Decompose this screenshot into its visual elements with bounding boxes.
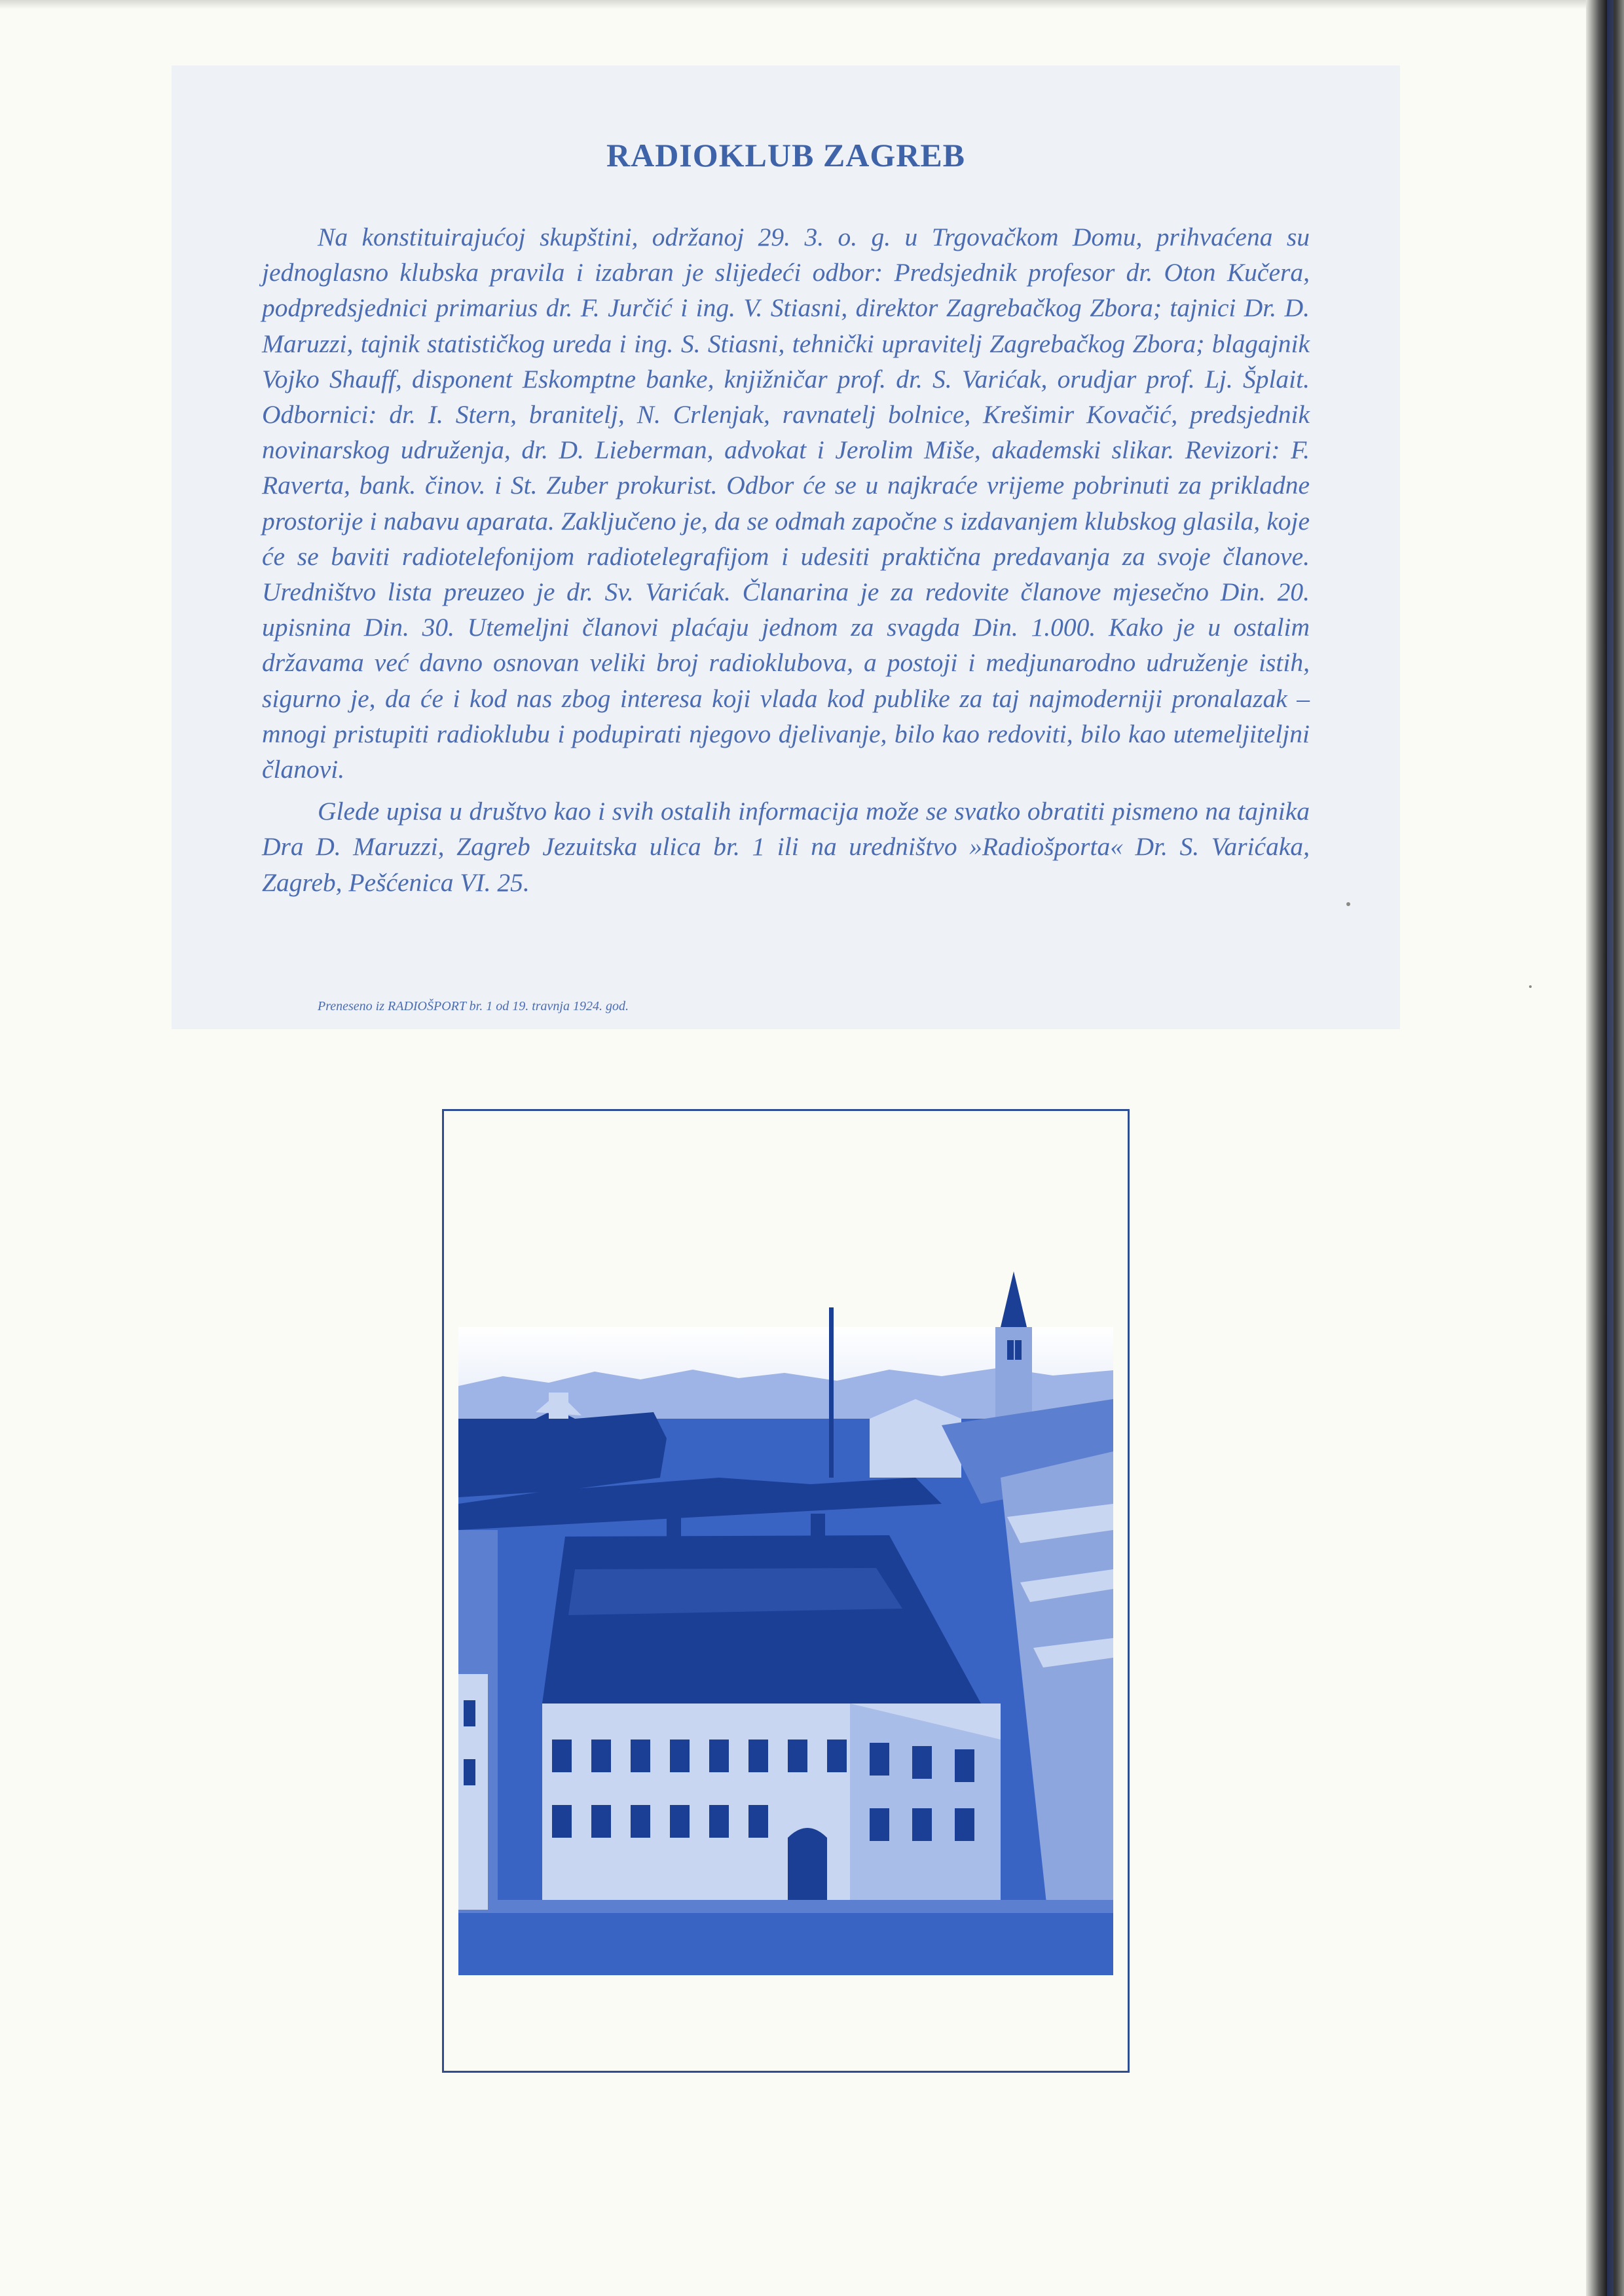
- article-paragraph: Na konstituirajućoj skupštini, održanoj 29. 3. o. g. u Trgovačkom Domu, prihvaćena su jednoglasno klubska pravila i izabran je slijedeći odbor: Predsjednik profesor dr. Oton Kučera, podpredsjednici primarius dr. F. Jurčić i ing. V. Stiasni, direktor Zagrebačkog Zbora; tajnici Dr. D. Maruzzi, tajnik statističkog ureda i ing. S. Stiasni, tehnički upravitelj Zagrebačkog Zbora; blagajnik Vojko Shauff, disponent Eskomptne banke, knjižničar prof. dr. S. Varićak, orudjar prof. Lj. Šplait. Odbornici: dr. I. Stern, branitelj, N. Crlenjak, ravnatelj bolnice, Krešimir Kovačić, predsjednik novinarskog udruženja, dr. D. Lieberman, advokat i Jerolim Miše, akademski slikar. Revizori: F. Raverta, bank. činov. i St. Zuber prokurist. Odbor će se u najkraće vrijeme pobrinuti za prikladne prostorije i nabavu aparata. Zaključeno je, da se odmah započne s izdavanjem klubskog glasila, koje će se baviti radiotelefonijom radiotelegrafijom i udesiti praktična predavanja za svoje članove. Uredništvo lista preuzeo je dr. Sv. Varićak. Članarina je za redovite članove mjesečno Din. 20. upisnina Din. 30. Utemeljni članovi plaćaju jednom za svagda Din. 1.000. Kako je u ostalim državama već davno osnovan veliki broj radioklubova, a postoji i medjunarodno udruženje istih, sigurno je, da će i kod nas zbog interesa koji vlada kod publike za taj najmoderniji pronalazak – mnogi pristupiti radioklubu i podupirati njegovo djelivanje, bilo kao redoviti, bilo kao utemeljiteljni članovi.: [262, 223, 1310, 784]
- article-paragraph: Glede upisa u društvo kao i svih ostalih informacija može se svatko obratiti pismeno na tajnika Dra D. Maruzzi, Zagreb Jezuitska ulica br. 1 ili na uredništvo »Radiošporta« Dr. S. Varićaka, Zagreb, Pešćenica VI. 25.: [262, 797, 1310, 897]
- paper-speck: [1346, 902, 1350, 906]
- page-top-edge: [0, 0, 1624, 9]
- source-note: Preneseno iz RADIOŠPORT br. 1 od 19. travnja 1924. god.: [318, 999, 629, 1013]
- paper-speck: [1529, 985, 1532, 988]
- building-gate: [788, 1828, 827, 1900]
- article-body: [262, 219, 1310, 900]
- photo-frame: [442, 1109, 1130, 2073]
- historic-building-photo: [444, 1111, 1128, 2071]
- radio-mast: [829, 1307, 834, 1478]
- book-binding: [1586, 0, 1624, 2296]
- article-title: RADIOKLUB ZAGREB: [606, 137, 966, 173]
- book-spine-cover: [1607, 0, 1614, 2296]
